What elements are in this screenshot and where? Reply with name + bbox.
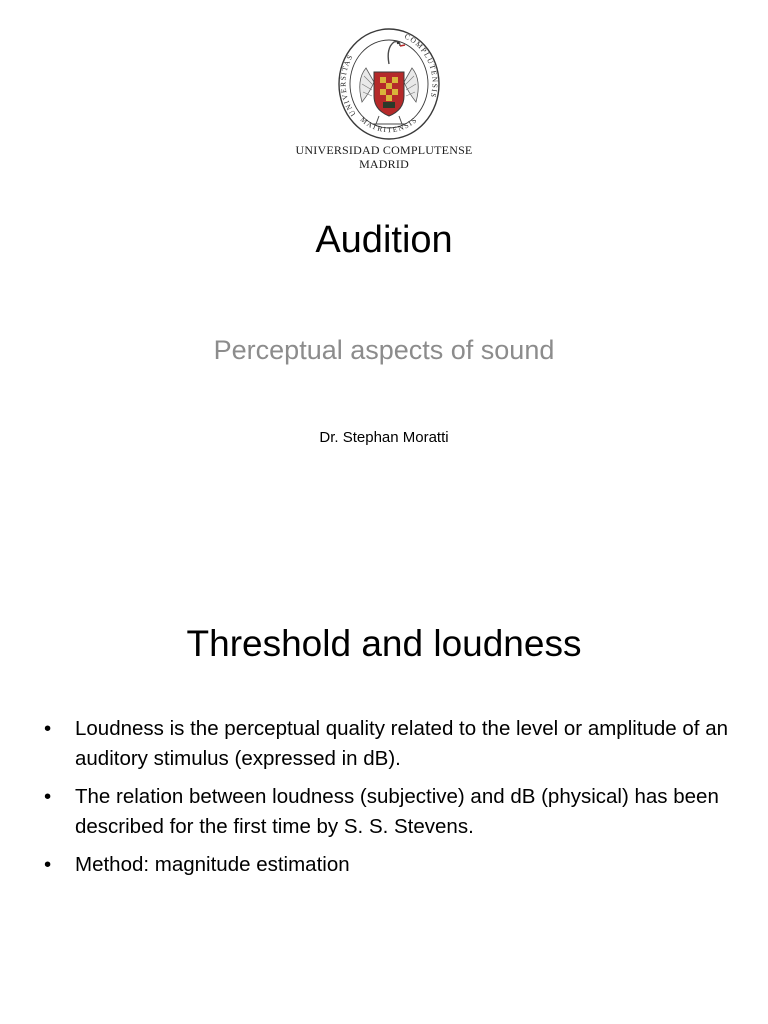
- slide-heading: Threshold and loudness: [186, 623, 582, 664]
- university-name-line1: UNIVERSIDAD COMPLUTENSE: [295, 143, 473, 157]
- university-seal-icon: [334, 24, 444, 142]
- bullet-item: • The relation between loudness (subjective) and dB (physical) has been described for the first time by S. S. Stevens.: [40, 782, 740, 842]
- svg-text:MATRITENSIS: MATRITENSIS: [358, 114, 420, 135]
- content-slide: [0, 576, 768, 1024]
- slide-title: Audition: [315, 219, 453, 261]
- bullet-item: • Method: magnitude estimation: [40, 850, 740, 880]
- svg-text:UNIVERSITAS: UNIVERSITAS: [338, 52, 358, 119]
- bullet-item: • Loudness is the perceptual quality related to the level or amplitude of an auditory stimulus (expressed in dB).: [40, 714, 740, 774]
- university-name-line2: MADRID: [359, 157, 409, 171]
- svg-text:COMPLUTENSIS: COMPLUTENSIS: [403, 31, 440, 100]
- author-name: Dr. Stephan Moratti: [319, 429, 449, 446]
- slide-subtitle: Perceptual aspects of sound: [213, 335, 555, 365]
- university-name: [0, 143, 768, 171]
- bullet-list: [40, 714, 740, 888]
